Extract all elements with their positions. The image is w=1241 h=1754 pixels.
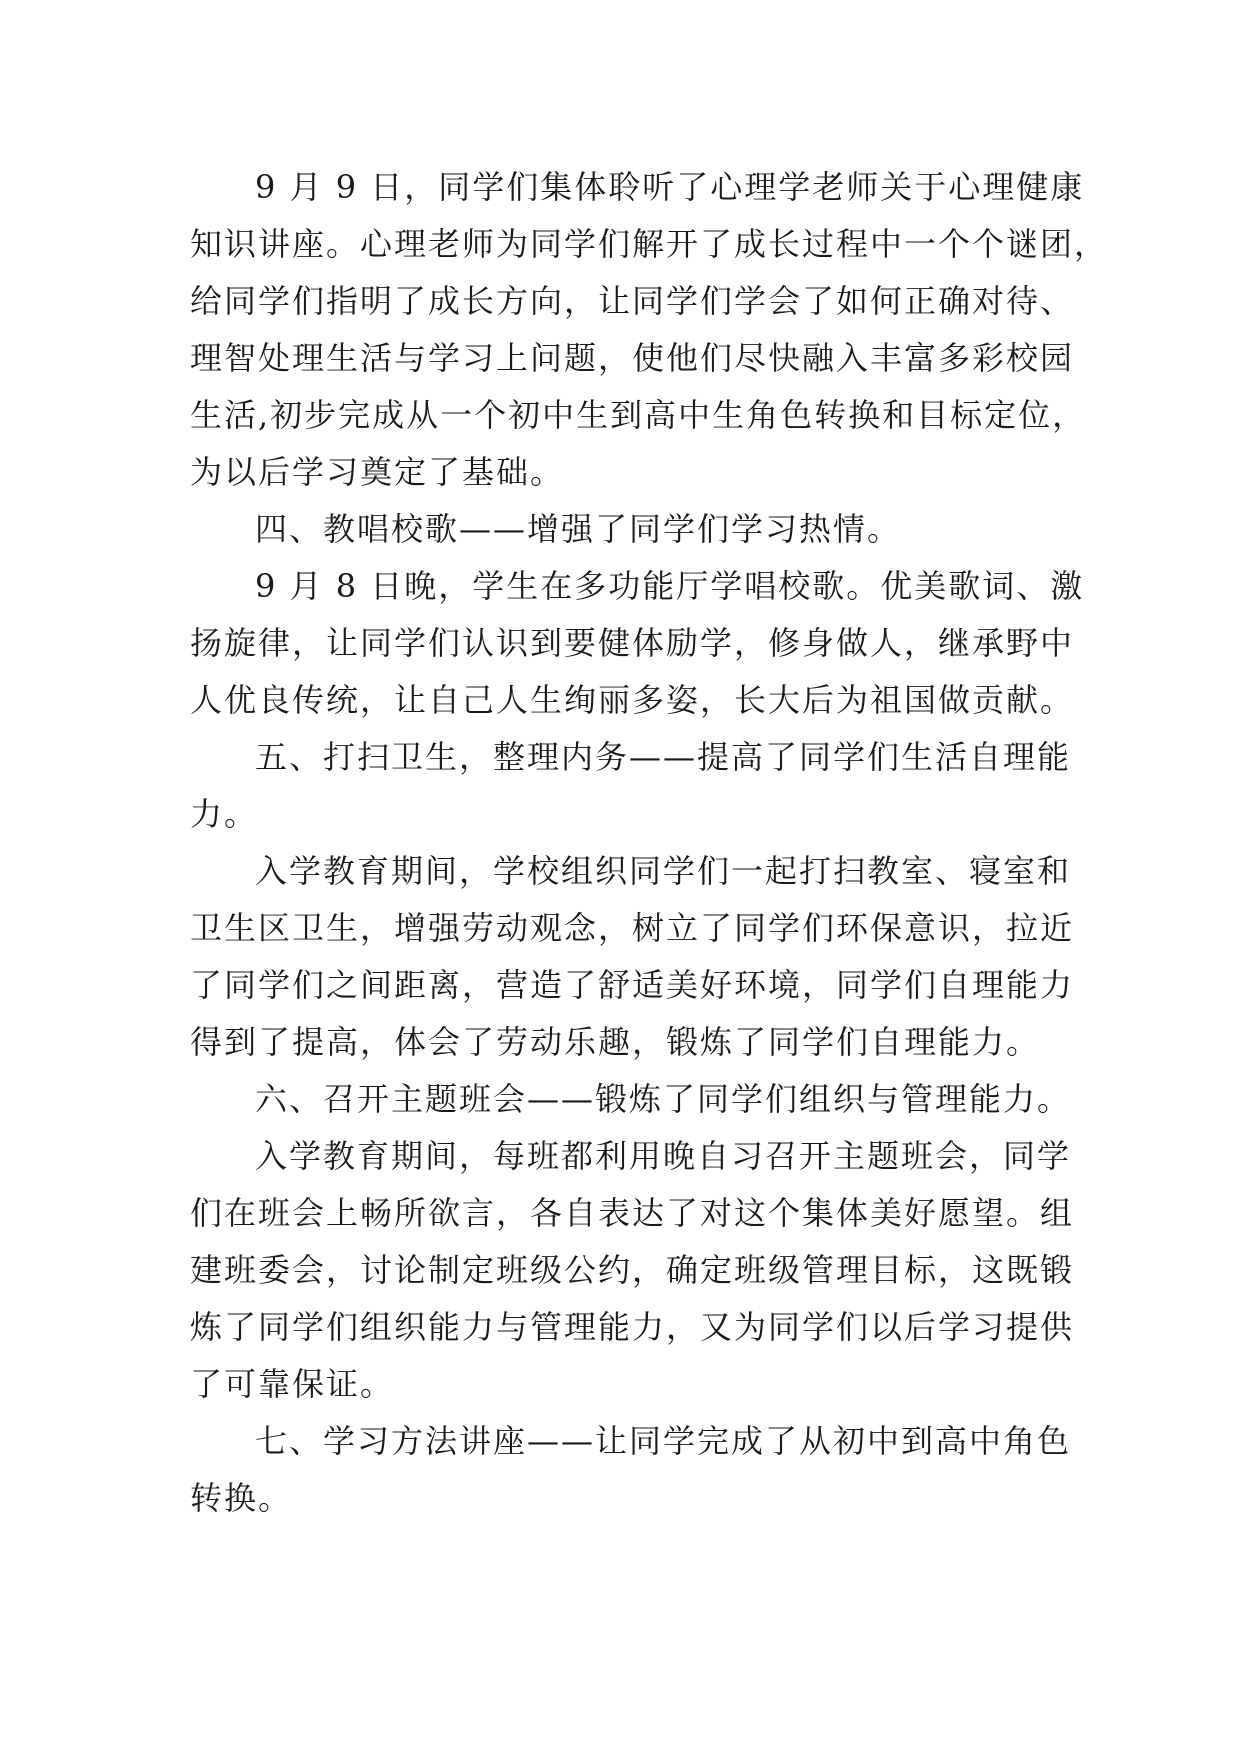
- text-line: 给同学们指明了成长方向，让同学们学会了如何正确对待、: [190, 282, 1075, 320]
- section-heading: 转换。: [190, 1479, 293, 1517]
- section-heading: 七、学习方法讲座——让同学完成了从初中到高中角色: [255, 1422, 1072, 1460]
- text-line: 炼了同学们组织能力与管理能力，又为同学们以后学习提供: [190, 1308, 1075, 1346]
- section-heading: 四、教唱校歌——增强了同学们学习热情。: [255, 510, 902, 548]
- text-line: 们在班会上畅所欲言，各自表达了对这个集体美好愿望。组: [190, 1194, 1075, 1232]
- text-line: 人优良传统，让自己人生绚丽多姿，长大后为祖国做贡献。: [190, 681, 1075, 719]
- text-line: 理智处理生活与学习上问题，使他们尽快融入丰富多彩校园: [190, 339, 1075, 377]
- text-line: 9 月 8 日晚，学生在多功能厅学唱校歌。优美歌词、激: [255, 567, 1085, 605]
- text-line: 生活,初步完成从一个初中生到高中生角色转换和目标定位，: [190, 396, 1087, 434]
- text-line: 了可靠保证。: [190, 1365, 395, 1403]
- text-line: 知识讲座。心理老师为同学们解开了成长过程中一个个谜团，: [190, 225, 1109, 263]
- text-line: 得到了提高，体会了劳动乐趣，锻炼了同学们自理能力。: [190, 1023, 1041, 1061]
- text-line: 了同学们之间距离，营造了舒适美好环境，同学们自理能力: [190, 966, 1075, 1004]
- text-line: 为以后学习奠定了基础。: [190, 453, 565, 491]
- text-line: 9 月 9 日，同学们集体聆听了心理学老师关于心理健康: [255, 168, 1085, 206]
- text-line: 卫生区卫生，增强劳动观念，树立了同学们环保意识，拉近: [190, 909, 1075, 947]
- text-line: 入学教育期间，学校组织同学们一起打扫教室、寝室和: [255, 852, 1072, 890]
- text-line: 扬旋律，让同学们认识到要健体励学，修身做人，继承野中: [190, 624, 1075, 662]
- section-heading: 五、打扫卫生，整理内务——提高了同学们生活自理能: [255, 738, 1072, 776]
- text-line: 建班委会，讨论制定班级公约，确定班级管理目标，这既锻: [190, 1251, 1075, 1289]
- section-heading: 力。: [190, 795, 259, 833]
- text-line: 入学教育期间，每班都利用晚自习召开主题班会，同学: [255, 1137, 1072, 1175]
- section-heading: 六、召开主题班会——锻炼了同学们组织与管理能力。: [255, 1080, 1072, 1118]
